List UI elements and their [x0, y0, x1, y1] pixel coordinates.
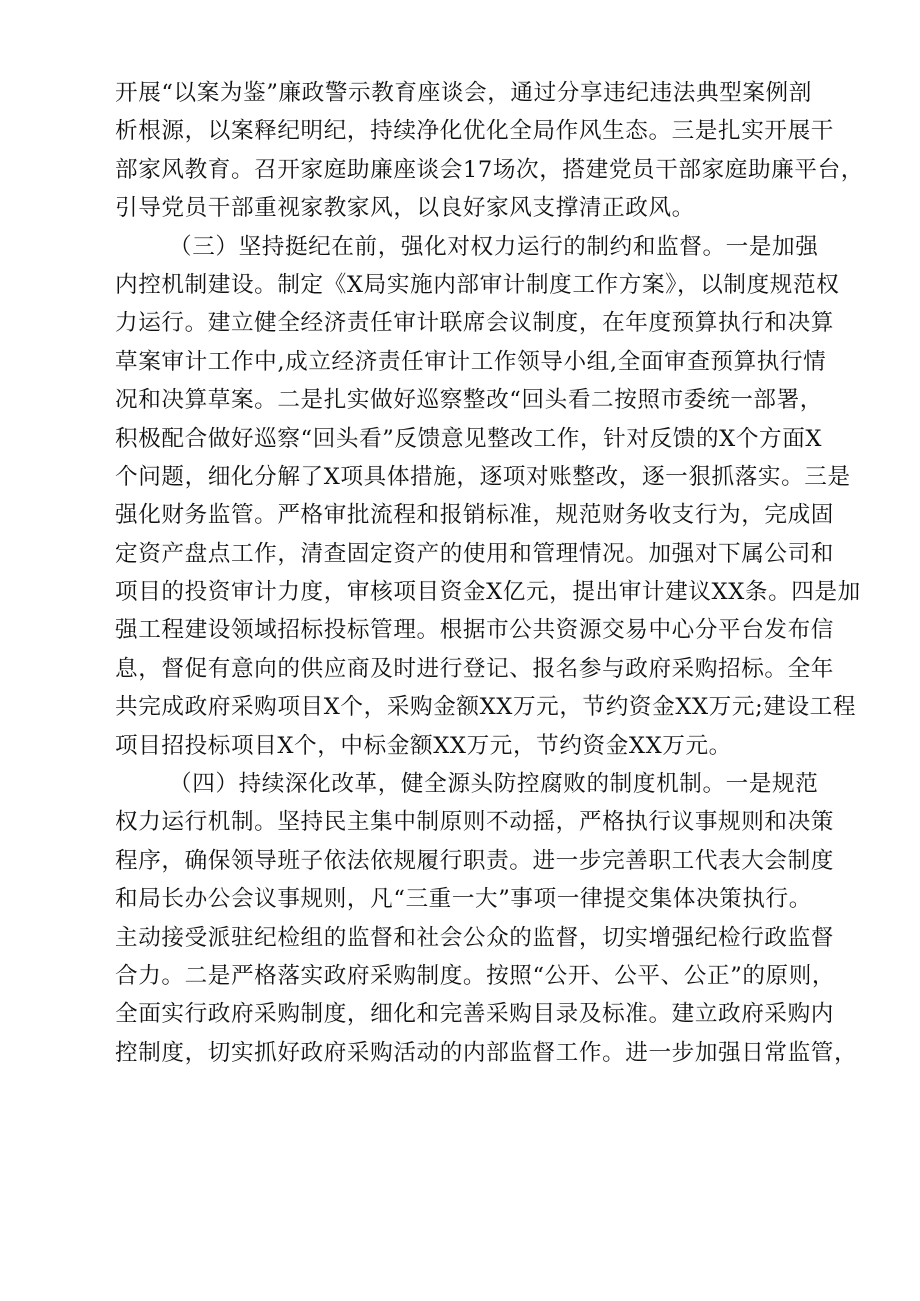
text-line: 合力。二是严格落实政府采购制度。按照“公开、公平、公正”的原则， — [115, 962, 836, 989]
text-line: 积极配合做好巡察“回头看”反馈意见整改工作，针对反馈的X个方面X — [115, 425, 823, 452]
text-line: 程序，确保领导班子依法依规履行职责。进一步完善职工代表大会制度 — [115, 847, 835, 874]
text-line: 项目的投资审计力度，审核项目资金X亿元，提出审计建议XX条。四是加 — [115, 579, 861, 606]
text-line: 定资产盘点工作，清查固定资产的使用和管理情况。加强对下属公司和 — [115, 540, 835, 567]
section-heading-line: （三）坚持挺纪在前，强化对权力运行的制约和监督。一是加强 — [169, 233, 819, 260]
text-line: 权力运行机制。坚持民主集中制原则不动摇，严格执行议事规则和决策 — [115, 809, 835, 836]
text-line: 个问题，细化分解了X项具体措施，逐项对账整改，逐一狠抓落实。三是 — [115, 463, 851, 490]
section-heading-line: （四）持续深化改革，健全源头防控腐败的制度机制。一是规范 — [169, 771, 819, 798]
text-line: 项目招投标项目X个，中标金额XX万元，节约资金XX万元。 — [115, 732, 732, 759]
text-line: 全面实行政府采购制度，细化和完善采购目录及标准。建立政府采购内 — [115, 1001, 835, 1028]
document-page — [115, 74, 864, 1072]
text-line: 力运行。建立健全经济责任审计联席会议制度，在年度预算执行和决算 — [115, 310, 835, 337]
text-line: 主动接受派驻纪检组的监督和社会公众的监督，切实增强纪检行政监督 — [115, 924, 835, 951]
text-line: 部家风教育。召开家庭助廉座谈会17场次，搭建党员干部家庭助廉平台， — [115, 156, 864, 183]
text-line: 引导党员干部重视家教家风，以良好家风支撑清正政风。 — [115, 195, 695, 222]
text-line: 况和决算草案。二是扎实做好巡察整改“回头看二按照市委统一部署， — [115, 387, 823, 414]
text-line: 草案审计工作中,成立经济责任审计工作领导小组,全面审查预算执行情 — [115, 348, 827, 375]
text-line: 息，督促有意向的供应商及时进行登记、报名参与政府采购招标。全年 — [115, 655, 835, 682]
text-line: 共完成政府采购项目X个，采购金额XX万元，节约资金XX万元;建设工程 — [115, 694, 857, 721]
text-line: 控制度，切实抓好政府采购活动的内部监督工作。进一步加强日常监管， — [115, 1039, 858, 1066]
text-line: 强化财务监管。严格审批流程和报销标准，规范财务收支行为，完成固 — [115, 502, 835, 529]
text-line: 和局长办公会议事规则，凡“三重一大”事项一律提交集体决策执行。 — [115, 886, 812, 913]
text-line: 强工程建设领域招标投标管理。根据市公共资源交易中心分平台发布信 — [115, 617, 835, 644]
text-line: 内控机制建设。制定《X局实施内部审计制度工作方案》，以制度规范权 — [115, 271, 840, 298]
text-line: 析根源，以案释纪明纪，持续净化优化全局作风生态。三是扎实开展干 — [115, 118, 835, 145]
text-line: 开展“以案为鉴”廉政警示教育座谈会，通过分享违纪违法典型案例剖 — [115, 80, 812, 106]
